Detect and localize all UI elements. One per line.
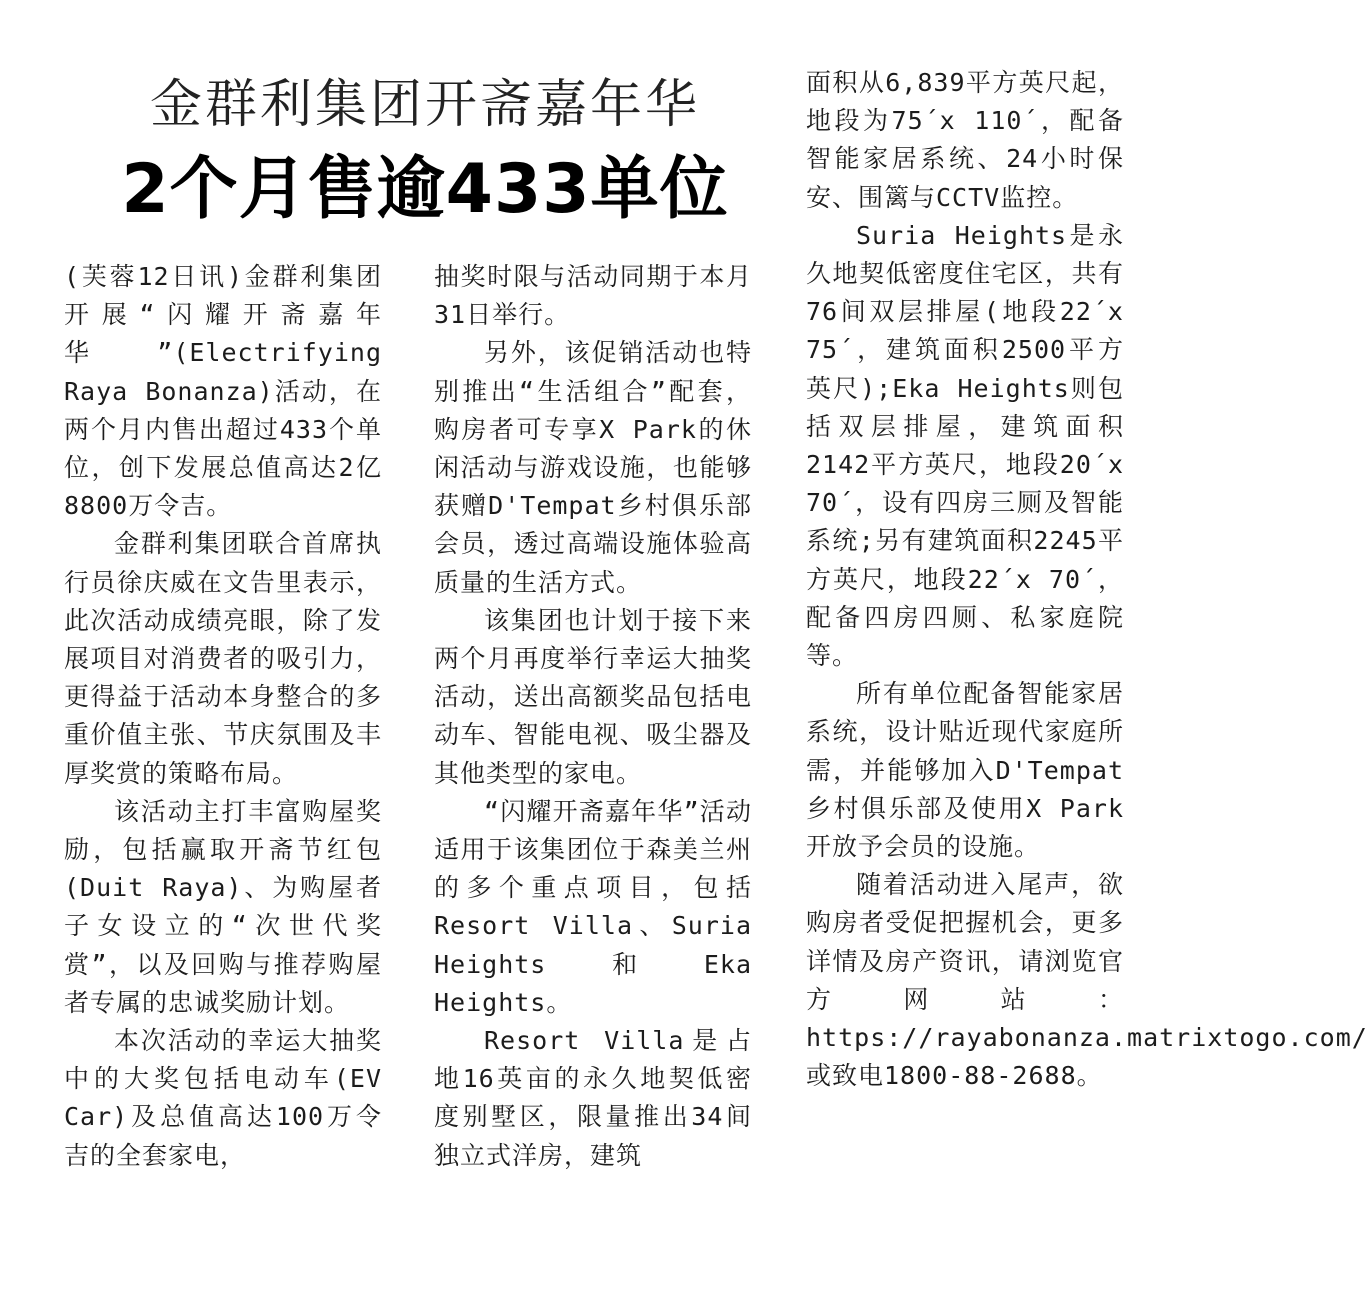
paragraph: 随着活动进入尾声，欲购房者受促把握机会，更多详情及房产资讯，请浏览官方网站：https://rayabonanza.matrixtogo.com/或致电1800-88-2688。 — [806, 870, 1368, 1091]
paragraph: (芙蓉12日讯)金群利集团开展“闪耀开斋嘉年华”(Electrifying Raya Bonanza)活动，在两个月内售出超过433个单位，创下发展总值高达2亿8800万令吉。 — [64, 262, 382, 521]
paragraph: 本次活动的幸运大抽奖中的大奖包括电动车(EV Car)及总值高达100万令吉的全套家电， — [64, 1026, 382, 1170]
paragraph: 抽奖时限与活动同期于本月31日举行。 — [434, 262, 752, 330]
article-column-1 — [64, 258, 382, 1175]
paragraph: “闪耀开斋嘉年华”活动适用于该集团位于森美兰州的多个重点项目，包括Resort Villa、Suria Heights和Eka Heights。 — [434, 796, 752, 1017]
paragraph: 金群利集团联合首席执行员徐庆威在文告里表示，此次活动成绩亮眼，除了发展项目对消费者的吸引力，更得益于活动本身整合的多重价值主张、节庆氛围及丰厚奖赏的策略布局。 — [64, 529, 382, 788]
article-column-3 — [806, 64, 1368, 1095]
headline-main: 2个月售逾433单位 — [121, 150, 729, 229]
headline-block — [60, 70, 790, 236]
paragraph: 另外，该促销活动也特别推出“生活组合”配套，购房者可专享X Park的休闲活动与游戏设施，也能够获赠D'Tempat乡村俱乐部会员，透过高端设施体验高质量的生活方式。 — [434, 338, 752, 597]
paragraph: 面积从6,839平方英尺起，地段为75´x 110´，配备智能家居系统、24小时保安、围篱与CCTV监控。 — [806, 68, 1124, 212]
paragraph: 所有单位配备智能家居系统，设计贴近现代家庭所需，并能够加入D'Tempat乡村俱乐部及使用X Park开放予会员的设施。 — [806, 679, 1124, 862]
paragraph: 该活动主打丰富购屋奖励，包括赢取开斋节红包(Duit Raya)、为购屋者子女设立的“次世代奖赏”，以及回购与推荐购屋者专属的忠诚奖励计划。 — [64, 796, 382, 1017]
paragraph: 该集团也计划于接下来两个月再度举行幸运大抽奖活动，送出高额奖品包括电动车、智能电视、吸尘器及其他类型的家电。 — [434, 605, 752, 788]
article-column-2 — [434, 258, 752, 1175]
headline-kicker: 金群利集团开斋嘉年华 — [149, 75, 700, 135]
paragraph: Suria Heights是永久地契低密度住宅区，共有76间双层排屋(地段22´x 75´，建筑面积2500平方英尺);Eka Heights则包括双层排屋，建筑面积2142平方英尺，地段20´x 70´，设有四房三厕及智能系统;另有建筑面积2245平方英尺，地段22´x 70´，配备四房四厕、私家庭院等。 — [806, 220, 1124, 671]
paragraph: Resort Villa是占地16英亩的永久地契低密度别墅区，限量推出34间独立式洋房，建筑 — [434, 1026, 752, 1170]
